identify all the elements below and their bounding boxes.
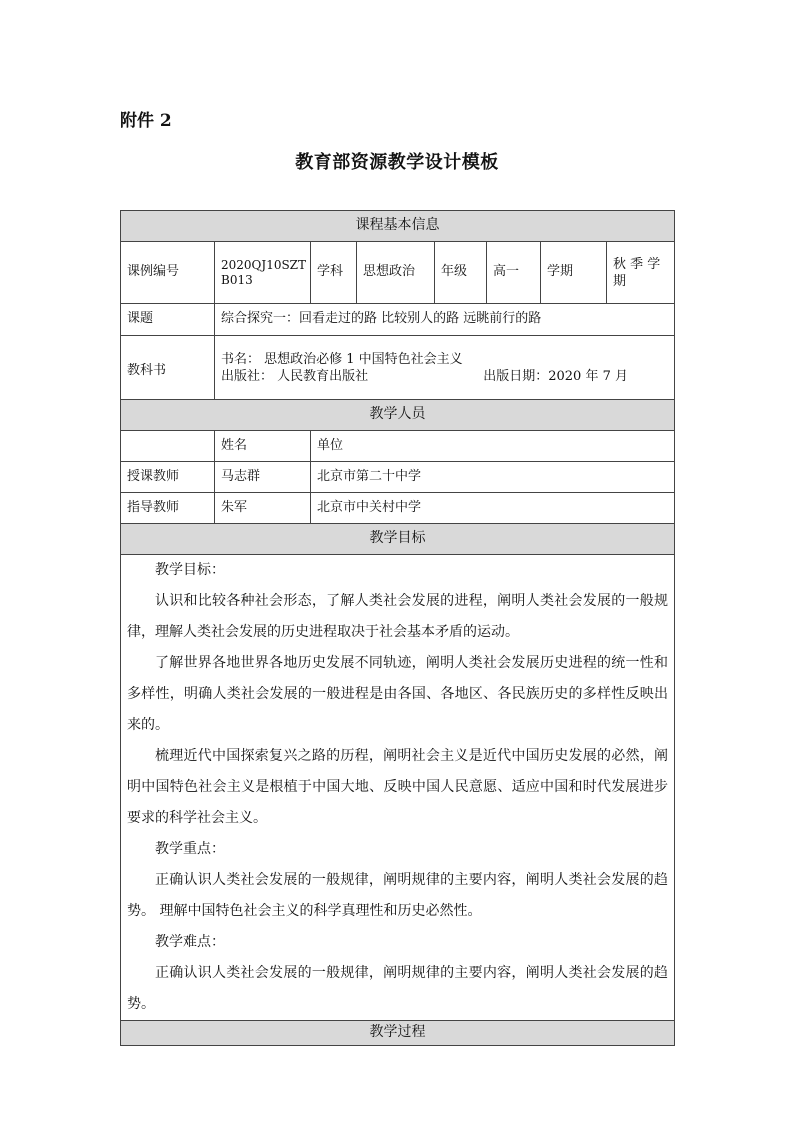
subject-value: 思想政治	[357, 242, 435, 304]
subject-label: 学科	[311, 242, 357, 304]
term-value-line2: 期	[613, 273, 627, 289]
staff-header-blank	[121, 431, 215, 462]
book-name: 书名： 思想政治必修 1 中国特色社会主义	[221, 352, 463, 368]
term-label: 学期	[541, 242, 607, 304]
case-no-line2: B013	[221, 272, 253, 287]
publisher: 出版社： 人民教育出版社	[221, 368, 369, 384]
table-row	[121, 462, 675, 493]
textbook-label: 教科书	[121, 336, 215, 400]
goals-body	[121, 555, 675, 1021]
document-title: 教育部资源教学设计模板	[295, 152, 499, 173]
textbook-info	[215, 336, 675, 400]
table-row	[121, 493, 675, 524]
case-no-label: 课例编号	[121, 242, 215, 304]
staff-col-name: 姓名	[215, 431, 311, 462]
staff-unit: 北京市第二十中学	[311, 462, 675, 493]
goal-paragraph-2: 了解世界各地世界各地历史发展不同轨迹，阐明人类社会发展历史进程的统一性和多样性，明确人类社会发展的一般进程是由各国、各地区、各民族历史的多样性反映出来的。	[127, 655, 668, 733]
goals-label: 教学目标：	[155, 562, 225, 578]
section-staff: 教学人员	[121, 400, 675, 431]
publisher-row	[221, 369, 668, 385]
key-points-text: 正确认识人类社会发展的一般规律，阐明规律的主要内容，阐明人类社会发展的趋势。 理解中国特色社会主义的科学真理性和历史必然性。	[127, 872, 668, 919]
topic-label: 课题	[121, 304, 215, 336]
staff-role: 授课教师	[121, 462, 215, 493]
grade-value: 高一	[487, 242, 541, 304]
section-goals: 教学目标	[121, 524, 675, 555]
term-value-line1: 秋 季 学	[613, 257, 661, 273]
staff-name: 朱军	[215, 493, 311, 524]
staff-role: 指导教师	[121, 493, 215, 524]
attachment-label: 附件 2	[120, 111, 172, 131]
grade-label: 年级	[435, 242, 487, 304]
term-value	[607, 242, 675, 304]
goal-paragraph-3: 梳理近代中国探索复兴之路的历程，阐明社会主义是近代中国历史发展的必然，阐明中国特色社会主义是根植于中国大地、反映中国人民意愿、适应中国和时代发展进步要求的科学社会主义。	[127, 748, 668, 826]
staff-unit: 北京市中关村中学	[311, 493, 675, 524]
key-points-label: 教学重点：	[155, 841, 225, 857]
publish-date: 出版日期：2020 年 7 月	[483, 368, 628, 384]
staff-col-unit: 单位	[311, 431, 675, 462]
design-template-table	[120, 210, 675, 1046]
goal-paragraph-1: 认识和比较各种社会形态，了解人类社会发展的进程，阐明人类社会发展的一般规律，理解人类社会发展的历史进程取决于社会基本矛盾的运动。	[127, 593, 668, 640]
section-process: 教学过程	[121, 1021, 675, 1046]
case-no-line1: 2020QJ10SZT	[221, 257, 307, 272]
section-basic-info: 课程基本信息	[121, 211, 675, 242]
staff-name: 马志群	[215, 462, 311, 493]
topic-value: 综合探究一：回看走过的路 比较别人的路 远眺前行的路	[215, 304, 675, 336]
difficulty-label: 教学难点：	[155, 934, 225, 950]
difficulty-text: 正确认识人类社会发展的一般规律，阐明规律的主要内容，阐明人类社会发展的趋势。	[127, 965, 668, 1012]
case-no-value	[215, 242, 311, 304]
